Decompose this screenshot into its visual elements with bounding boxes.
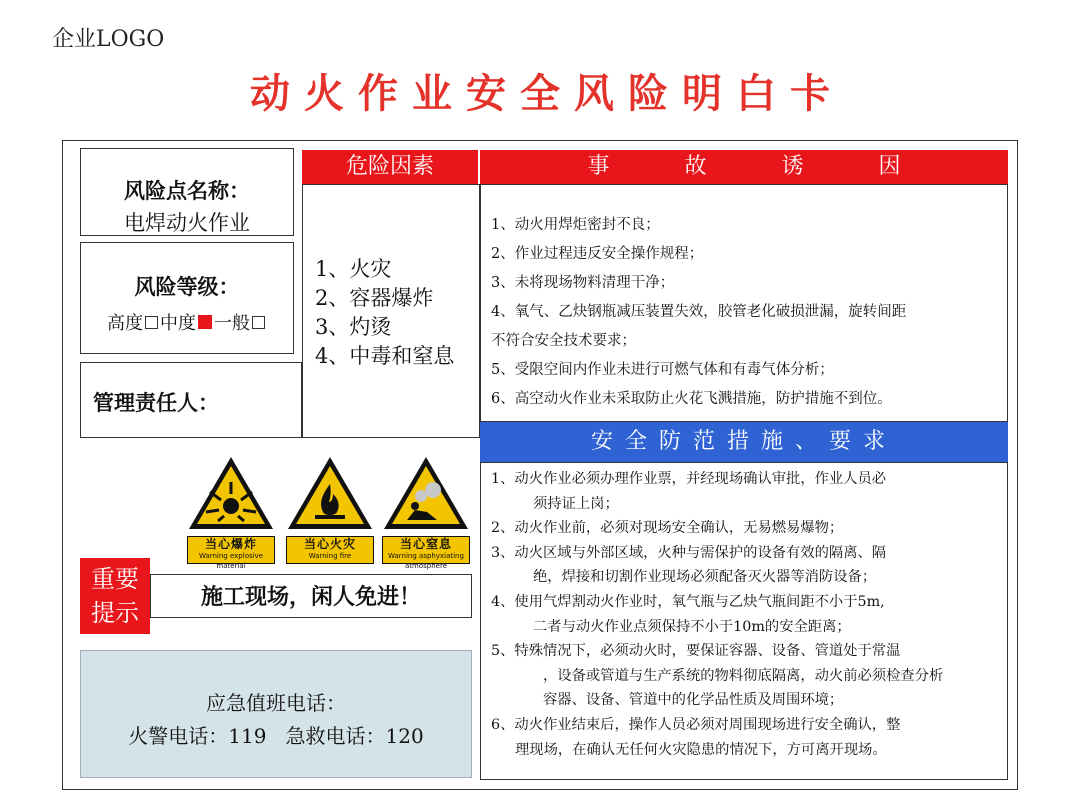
level-option-normal: 一般 <box>214 313 250 334</box>
cause-list <box>491 211 1003 414</box>
level-medium-checkbox[interactable] <box>198 315 212 329</box>
safety-line: 二者与动火作业点须保持不小于10m的安全距离； <box>533 618 851 635</box>
asphyxiation-warning-icon <box>381 454 471 532</box>
level-normal-checkbox[interactable] <box>252 316 265 329</box>
safety-header: 安全防范措施、要求 <box>480 422 1008 462</box>
notice-tag <box>80 558 150 634</box>
risk-point-value: 电焊动火作业 <box>124 211 250 235</box>
risk-point-label: 风险点名称： <box>124 178 250 203</box>
safety-line: 6、动火作业结束后，操作人员必须对周围现场进行安全确认，整 <box>491 716 901 733</box>
notice-text: 施工现场，闲人免进！ <box>150 574 472 618</box>
emergency-title: 应急值班电话： <box>206 691 346 715</box>
cause-header-char: 事 <box>587 154 610 179</box>
cause-header-char: 故 <box>684 154 707 179</box>
fire-warning-icon <box>285 454 375 532</box>
level-option-medium: 中度 <box>160 313 196 334</box>
hazard-item: 4、中毒和窒息 <box>315 344 455 368</box>
safety-line: 绝，焊接和切割作业现场必须配备灭火器等消防设备； <box>533 569 877 586</box>
cause-header <box>480 150 1008 184</box>
level-option-high: 高度 <box>107 313 143 334</box>
hazard-list <box>315 255 454 371</box>
risk-level-label: 风险等级： <box>134 274 240 299</box>
sign-label: 当心窒息 Warning asphyxiating atmosphere <box>382 536 470 564</box>
risk-point-box <box>80 148 294 236</box>
hazard-box <box>302 184 480 438</box>
safety-line: 2、动火作业前，必须对现场安全确认，无易燃易爆物； <box>491 520 844 537</box>
safety-box <box>480 462 1008 780</box>
safety-line: 1、动火作业必须办理作业票，并经现场确认审批，作业人员必 <box>491 471 887 487</box>
logo-text: 企业LOGO <box>52 27 165 52</box>
cause-header-char: 因 <box>878 154 901 179</box>
safety-line: 5、特殊情况下，必须动火时，要保证容器、设备、管道处于常温 <box>491 643 901 660</box>
cause-item: 6、高空动火作业未采取防止火花飞溅措施，防护措施不到位。 <box>491 391 892 407</box>
safety-line: 4、使用气焊割动火作业时，氧气瓶与乙炔气瓶间距不小于5m, <box>491 593 885 610</box>
sign-fire <box>285 454 375 564</box>
explosion-warning-icon <box>186 454 276 532</box>
page-title: 动火作业安全风险明白卡 <box>250 70 844 117</box>
notice-tag-line: 重要 <box>91 565 139 593</box>
safety-line: 须持证上岗； <box>533 495 619 512</box>
notice-tag-line: 提示 <box>91 599 139 627</box>
emergency-numbers: 火警电话：119 急救电话：120 <box>128 724 424 748</box>
cause-header-char: 诱 <box>781 154 804 179</box>
cause-item: 3、未将现场物料清理干净； <box>491 275 675 291</box>
sign-label: 当心火灾 Warning fire <box>286 536 374 564</box>
hazard-item: 1、火灾 <box>315 257 392 281</box>
safety-line: ，设备或管道与生产系统的物料彻底隔离，动火前必须检查分析 <box>543 667 944 684</box>
manager-box <box>80 362 302 438</box>
level-high-checkbox[interactable] <box>145 316 158 329</box>
cause-item: 5、受限空间内作业未进行可燃气体和有毒气体分析； <box>491 362 834 378</box>
cause-item: 2、作业过程违反安全操作规程； <box>491 246 704 262</box>
emergency-box <box>80 650 472 778</box>
safety-list <box>491 467 1051 762</box>
sign-label: 当心爆炸 Warning explosive material <box>187 536 275 564</box>
hazard-item: 3、灼烫 <box>315 315 392 339</box>
safety-line: 理现场，在确认无任何火灾隐患的情况下，方可离开现场。 <box>515 741 887 758</box>
manager-label: 管理责任人： <box>93 390 219 415</box>
sign-explosion <box>186 454 276 570</box>
hazard-item: 2、容器爆炸 <box>315 286 434 310</box>
cause-item: 不符合安全技术要求； <box>491 333 636 349</box>
safety-line: 3、动火区域与外部区域，火种与需保护的设备有效的隔离、隔 <box>491 544 887 561</box>
sign-asphyxiation <box>381 454 471 570</box>
risk-level-options <box>81 309 293 335</box>
cause-item: 4、氧气、乙炔钢瓶减压装置失效，胶管老化破损泄漏，旋转间距 <box>491 304 907 320</box>
cause-box <box>480 184 1008 422</box>
cause-item: 1、动火用焊炬密封不良； <box>491 217 660 233</box>
risk-level-box <box>80 242 294 354</box>
hazard-header: 危险因素 <box>302 150 478 184</box>
safety-line: 容器、设备、管道中的化学品性质及周围环境； <box>543 692 844 709</box>
